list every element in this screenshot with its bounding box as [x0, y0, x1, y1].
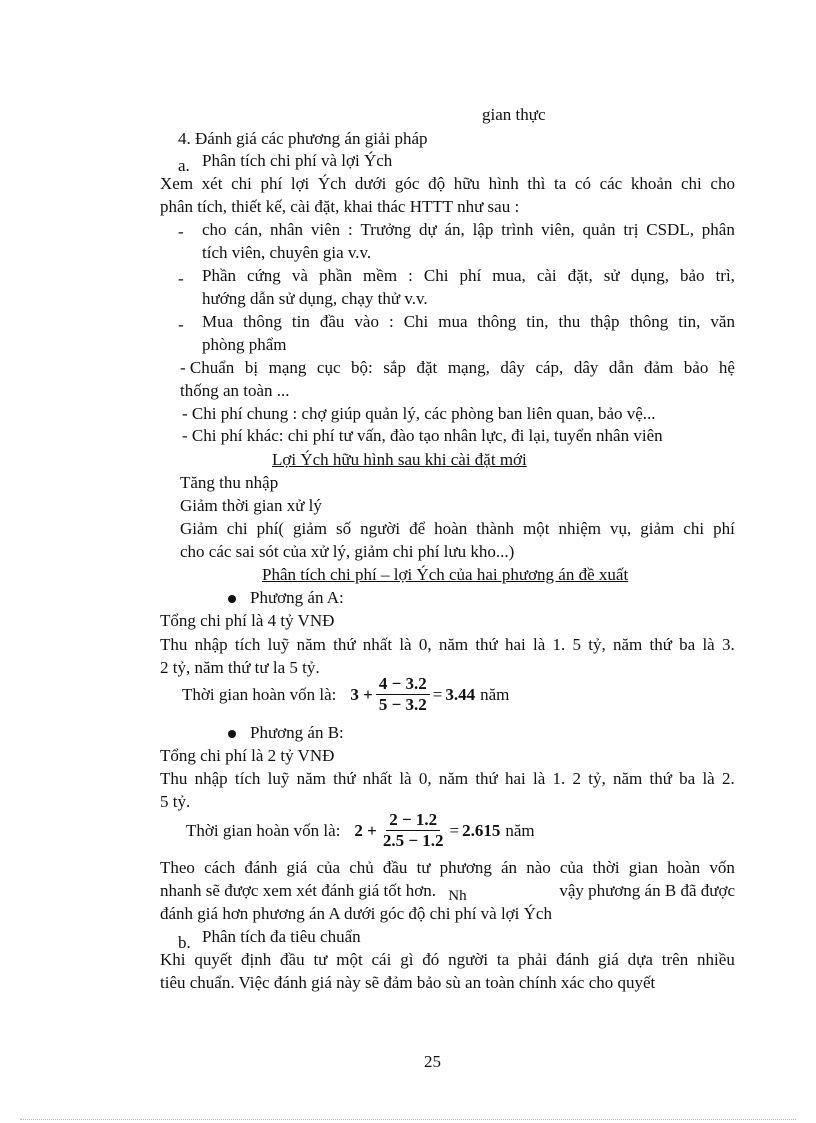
word: đầu [382, 858, 408, 877]
formula-unit: năm [505, 820, 535, 840]
cost-item-1-line-1 [202, 219, 735, 241]
page-number: 25 [424, 1052, 441, 1071]
word: đặt, [567, 266, 593, 285]
word: Thu [160, 635, 188, 654]
option-b-title-text: Phương án B: [250, 723, 344, 742]
word: năm [612, 635, 643, 654]
option-a-income-line-2: 2 tỷ, năm thứ tư la 5 tỷ. [160, 658, 320, 677]
word: cáp, [535, 358, 564, 377]
word: thông [477, 312, 517, 331]
word: Trưởng [360, 220, 412, 239]
formula-lead: 3 + [350, 684, 373, 704]
word: ta [554, 174, 567, 193]
word: cứng [247, 266, 281, 285]
word: thông [243, 312, 282, 331]
dash-marker: - [178, 269, 184, 288]
word: lợi [290, 174, 310, 193]
word: phí [459, 266, 482, 285]
option-b-income-line-2: 5 tỷ. [160, 792, 191, 811]
conclusion-line-2 [160, 880, 735, 903]
word: thu [558, 312, 581, 331]
word: gì [400, 950, 414, 969]
word: vụ, [610, 519, 632, 538]
word: năm [438, 769, 469, 788]
word: dưới [354, 174, 387, 193]
network-line-2: thống an toàn ... [180, 381, 290, 400]
word: đó [422, 950, 440, 969]
word: thì [527, 174, 546, 193]
word: cục [316, 358, 341, 377]
word: Chi [403, 312, 429, 331]
conclusion-line-1 [160, 857, 735, 879]
benefit-item: Giảm thời gian xử lý [180, 496, 322, 515]
word: của [316, 858, 341, 877]
word: là [702, 635, 715, 654]
word: tỷ, [588, 635, 606, 654]
word: người [448, 950, 489, 969]
word: chi [683, 519, 705, 538]
word: của [559, 858, 584, 877]
word: xét [201, 174, 223, 193]
word: cho [710, 174, 735, 193]
option-a-income-line-1 [160, 634, 735, 656]
word: thứ [649, 769, 672, 788]
formula-fraction [380, 810, 447, 851]
word: đánh [244, 858, 278, 877]
word: tích [234, 769, 261, 788]
word: năm [612, 769, 643, 788]
word: bộ: [351, 358, 373, 377]
word: dự [418, 220, 437, 239]
word: năm [438, 635, 469, 654]
word: đầu [319, 312, 345, 331]
word: tư [416, 858, 431, 877]
word: án, [444, 220, 465, 239]
word: người [360, 519, 401, 538]
word: đánh [556, 950, 590, 969]
word: nhất [362, 769, 393, 788]
fraction-denominator: 2.5 − 1.2 [382, 831, 444, 850]
word: chi [231, 174, 252, 193]
word: phương [439, 858, 492, 877]
cost-item-3-line-2: phòng phẩm [202, 335, 287, 354]
word: và [291, 266, 308, 285]
word: cái [371, 950, 392, 969]
option-a-total: Tổng chi phí là 4 tỷ VNĐ [160, 611, 335, 630]
word: có [574, 174, 591, 193]
subsection-a-title: Phân tích chi phí và lợi Ých [202, 151, 393, 170]
word: giảm [640, 519, 675, 538]
word: phí( [256, 519, 284, 538]
word: mua [438, 312, 468, 331]
word: sắp [383, 358, 406, 377]
cost-item-3-line-1 [202, 311, 735, 333]
word: thông [629, 312, 669, 331]
word: chi [226, 519, 248, 538]
word: thập [590, 312, 620, 331]
formula-equals: = [432, 684, 443, 704]
word: để [409, 519, 426, 538]
word: phần [318, 266, 352, 285]
word: cách [204, 858, 236, 877]
word: : [408, 266, 413, 285]
word: Khi [160, 950, 186, 969]
word: tin [291, 312, 310, 331]
other-cost-line: - Chi phí khác: chi phí tư vấn, đào tạo nhân lực, đi lại, tuyển nhân viên [182, 426, 663, 445]
word: hai [505, 635, 526, 654]
cost-item-2-line-1 [202, 265, 735, 287]
word: Chi [423, 266, 449, 285]
word: trên [661, 950, 689, 969]
word: 2 [572, 769, 582, 788]
word: là [533, 635, 546, 654]
dash-marker: - [178, 315, 184, 334]
network-line-1 [180, 357, 735, 379]
word: Xem [160, 174, 194, 193]
word: hình [488, 174, 519, 193]
word: Giảm [180, 519, 218, 538]
word: thời [592, 858, 620, 877]
word: trình [501, 220, 534, 239]
word: tin, [526, 312, 549, 331]
word: quyết [194, 950, 233, 969]
word: thứ [649, 635, 672, 654]
formula-result: 2.615 [462, 820, 501, 840]
word: văn [710, 312, 735, 331]
word: phải [518, 950, 548, 969]
word: thành [476, 519, 515, 538]
subsection-a-marker: a. [178, 156, 190, 175]
bullet-icon [228, 595, 236, 603]
conclusion-line-2-end: vậy phương án B đã được [559, 881, 735, 900]
word: án [501, 858, 518, 877]
word: tích [234, 635, 261, 654]
dash-marker: - [178, 222, 184, 241]
word: hữu [453, 174, 480, 193]
word: cho [202, 220, 227, 239]
word: một [336, 950, 363, 969]
word: giá [598, 950, 619, 969]
benefit-item: Tăng thu nhập [180, 473, 279, 492]
word: Thu [160, 769, 188, 788]
word: giảm [293, 519, 327, 538]
payback-label: Thời gian hoàn vốn là: [186, 820, 341, 840]
word: 1. [552, 635, 566, 654]
formula-result: 3.44 [445, 684, 476, 704]
word: thứ [475, 635, 498, 654]
word: Ých [317, 174, 347, 193]
word: trị [623, 220, 639, 239]
intro-line-1 [160, 173, 735, 195]
cost-item-1-line-2: tích viên, chuyên gia v.v. [202, 243, 372, 262]
word: sử [603, 266, 620, 285]
word: mạng [268, 358, 307, 377]
word: tỷ, [588, 769, 606, 788]
word: ba [679, 769, 696, 788]
option-b-total: Tổng chi phí là 2 tỷ VNĐ [160, 746, 335, 765]
word: nào [526, 858, 551, 877]
word: 1. [552, 769, 566, 788]
word: chi [681, 174, 702, 193]
word: góc [394, 174, 420, 193]
word: dây [500, 358, 525, 377]
conclusion-line-2-start: nhanh sẽ được xem xét đánh giá tốt hơn. [160, 881, 436, 900]
word: thứ [333, 635, 356, 654]
subsection-b-marker: b. [178, 933, 191, 952]
word: 3. [721, 635, 735, 654]
conclusion-nh: Nh [448, 888, 467, 904]
word: khoản [630, 174, 673, 193]
word: hệ [718, 358, 735, 377]
word: phí [260, 174, 283, 193]
word: quản [582, 220, 616, 239]
formula-fraction [376, 674, 430, 715]
word: bị [244, 358, 259, 377]
option-b-payback-formula [186, 810, 535, 851]
word: nhập [194, 635, 228, 654]
fraction-numerator: 2 − 1.2 [386, 810, 440, 831]
word: trì, [715, 266, 735, 285]
word: đặt [416, 358, 438, 377]
word: luỹ [267, 769, 290, 788]
word: mạng, [447, 358, 490, 377]
word: chủ [349, 858, 374, 877]
word: hai [505, 769, 526, 788]
multi-criteria-line-2: tiêu chuẩn. Việc đánh giá này sẽ đảm bảo sù an toàn chính xác cho quyết [160, 973, 656, 992]
word: mềm [363, 266, 398, 285]
continued-text: gian thực [482, 105, 546, 124]
word: số [336, 519, 352, 538]
word: CSDL, [646, 220, 694, 239]
word: bảo [679, 266, 705, 285]
word: đầu [280, 950, 305, 969]
multi-criteria-line-1 [160, 949, 735, 971]
intro-line-2: phân tích, thiết kế, cài đặt, khai thác HTTT như sau : [160, 197, 520, 216]
word: vốn [709, 858, 735, 877]
word: Mua [202, 312, 234, 331]
fraction-denominator: 5 − 3.2 [378, 695, 427, 714]
word: ta [496, 950, 510, 969]
word: cán, [234, 220, 263, 239]
word: độ [428, 174, 446, 193]
option-a-payback-formula [182, 674, 509, 715]
word: hoàn [667, 858, 701, 877]
word: 2. [721, 769, 735, 788]
word: 5 [572, 635, 582, 654]
benefits-heading: Lợi Ých hữu hình sau khi cài đặt mới [272, 450, 527, 469]
word: là [399, 635, 412, 654]
word: năm [296, 635, 326, 654]
fraction-numerator: 4 − 3.2 [376, 674, 430, 695]
word: : [388, 312, 394, 331]
word: nhất [362, 635, 393, 654]
word: cài [536, 266, 557, 285]
word: phân [701, 220, 735, 239]
word: dẫn [608, 358, 634, 377]
word: - Chuẩn [180, 358, 235, 377]
formula-equals: = [449, 820, 460, 840]
formula-lead: 2 + [354, 820, 377, 840]
word: : [347, 220, 353, 239]
analysis-heading: Phân tích chi phí – lợi Ých của hai phương án đề xuất [262, 565, 629, 584]
general-cost-line: - Chi phí chung : chợ giúp quản lý, các phòng ban liên quan, bảo vệ... [182, 404, 656, 423]
word: Phần [202, 266, 236, 285]
option-b-income-line-1 [160, 768, 735, 790]
word: năm [296, 769, 326, 788]
page-border-dotted [20, 1119, 796, 1120]
word: nhiều [697, 950, 735, 969]
payback-label: Thời gian hoàn vốn là: [182, 684, 337, 704]
word: phí [713, 519, 735, 538]
word: bảo [683, 358, 709, 377]
word: viên, [541, 220, 575, 239]
word: vào [354, 312, 379, 331]
word: tin, [678, 312, 701, 331]
word: thứ [333, 769, 356, 788]
word: gian [628, 858, 658, 877]
word: dụng, [630, 266, 669, 285]
word: giá [286, 858, 308, 877]
reduce-cost-line-1 [180, 518, 735, 540]
word: luỹ [267, 635, 290, 654]
word: Theo [160, 858, 195, 877]
word: là [702, 769, 715, 788]
conclusion-line-3: đánh giá hơn phương án A dưới góc độ chi phí và lợi Ých [160, 904, 552, 923]
word: là [533, 769, 546, 788]
word: 0, [418, 635, 432, 654]
word: viên [310, 220, 341, 239]
reduce-cost-line-2: cho các sai sót của xử lý, giảm chi phí lưu kho...) [180, 542, 515, 561]
word: tư [313, 950, 328, 969]
cost-item-2-line-2: hướng dẫn sử dụng, chạy thử v.v. [202, 289, 428, 308]
option-b-title [228, 722, 344, 744]
option-a-title [228, 587, 344, 609]
word: ba [679, 635, 696, 654]
section-4-title: 4. Đánh giá các phương án giải pháp [178, 129, 428, 148]
word: hoàn [434, 519, 468, 538]
subsection-b-title: Phân tích đa tiêu chuẩn [202, 927, 361, 946]
word: nhập [194, 769, 228, 788]
word: lập [472, 220, 494, 239]
word: nhân [270, 220, 304, 239]
formula-unit: năm [480, 684, 510, 704]
option-a-title-text: Phương án A: [250, 588, 344, 607]
word: dây [573, 358, 599, 377]
bullet-icon [228, 730, 236, 738]
word: dựa [627, 950, 653, 969]
word: định [240, 950, 272, 969]
word: đảm [643, 358, 674, 377]
word: là [399, 769, 412, 788]
word: thứ [475, 769, 498, 788]
word: nhiệm [558, 519, 601, 538]
word: mua, [492, 266, 526, 285]
word: một [523, 519, 550, 538]
word: 0, [418, 769, 432, 788]
word: các [599, 174, 623, 193]
